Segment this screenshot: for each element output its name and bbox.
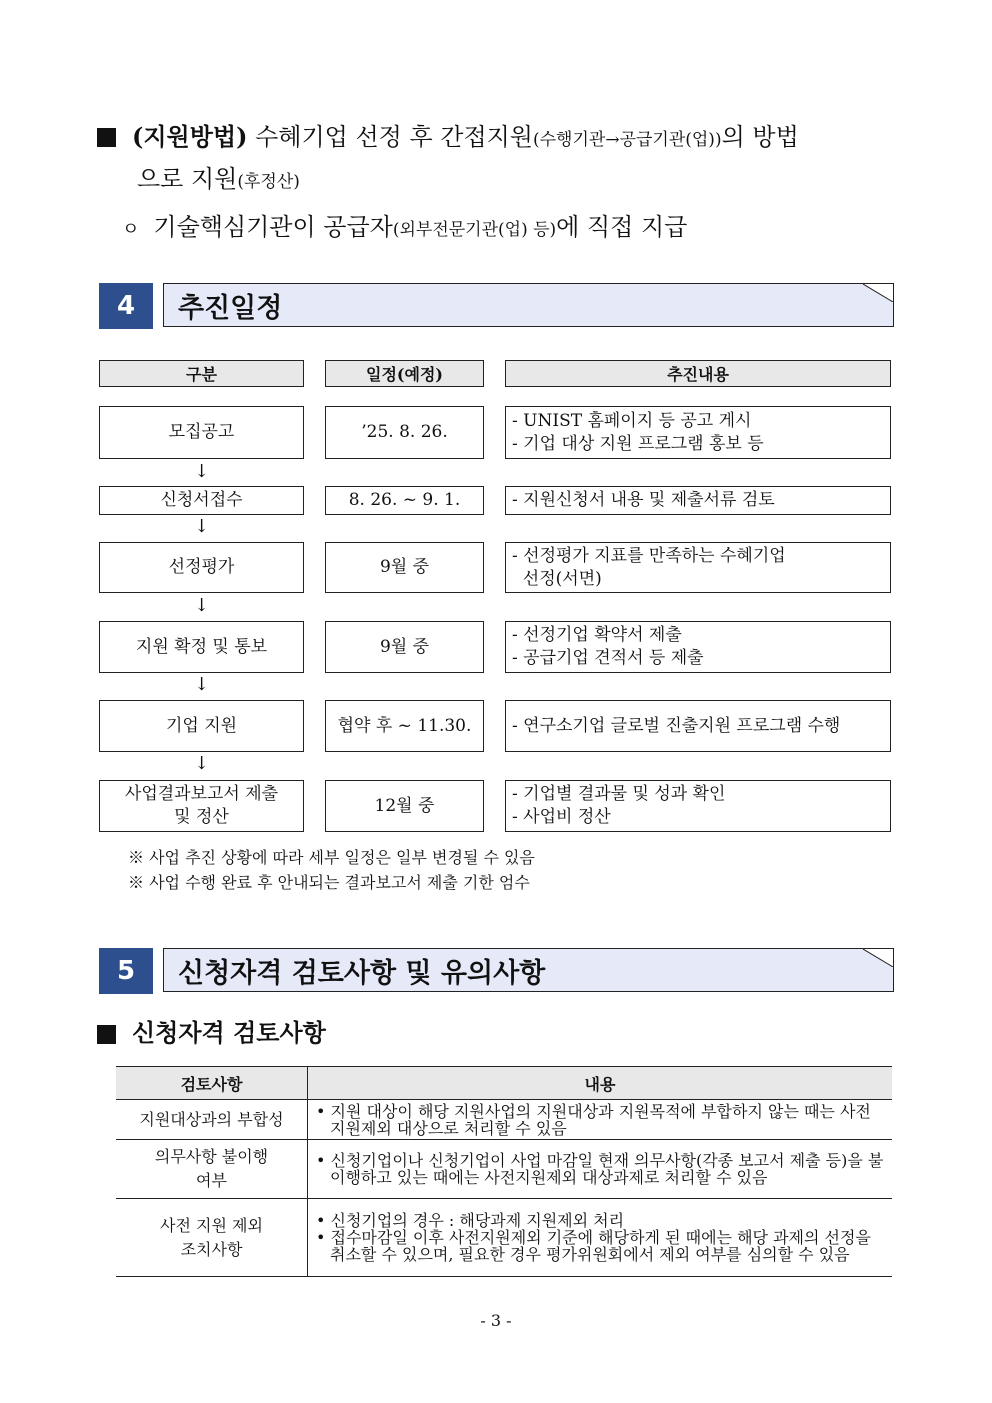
schedule-note: ※ 사업 수행 완료 후 안내되는 결과보고서 제출 기한 엄수 <box>128 873 530 892</box>
down-arrow-icon: ↓ <box>194 753 210 774</box>
schedule-date: 협약 후 ~ 11.30. <box>325 700 484 752</box>
review-content <box>308 1199 893 1277</box>
section-5-title-text: 신청자격 검토사항 및 유의사항 <box>178 957 546 989</box>
schedule-date: 12월 중 <box>325 780 484 832</box>
schedule-content <box>505 486 891 515</box>
schedule-stage: 모집공고 <box>99 406 304 459</box>
schedule-content-line: - UNIST 홈페이지 등 공고 게시 <box>512 410 752 431</box>
table-header-content: 내용 <box>308 1067 893 1100</box>
review-item: 의무사항 불이행 여부 <box>116 1140 308 1199</box>
section-4-title-text: 추진일정 <box>178 292 283 324</box>
down-arrow-icon: ↓ <box>194 461 210 482</box>
method-sub-text-1: 기술핵심기관이 공급자 <box>153 213 393 241</box>
down-arrow-icon: ↓ <box>194 516 210 537</box>
schedule-content-line: - 선정기업 확약서 제출 <box>512 625 682 645</box>
review-content-line: • 지원 대상이 해당 지원사업의 지원대상과 지원목적에 부합하지 않는 때는 사전 지원제외 대상으로 처리할 수 있음 <box>316 1101 871 1138</box>
table-row <box>116 1100 892 1140</box>
review-content <box>308 1140 893 1199</box>
schedule-content <box>505 542 891 593</box>
section-5-number: 5 <box>99 948 153 994</box>
down-arrow-icon: ↓ <box>194 595 210 616</box>
review-content <box>308 1100 893 1140</box>
method-text-1: 수혜기업 선정 후 간접지원 <box>247 123 533 151</box>
method-paren-2: (후정산) <box>237 172 300 192</box>
review-item: 사전 지원 제외 조치사항 <box>116 1199 308 1277</box>
table-row <box>116 1199 892 1277</box>
schedule-header-date: 일정(예정) <box>325 360 484 387</box>
schedule-content-line: 선정(서면) <box>512 568 602 589</box>
method-paragraph <box>132 120 799 157</box>
schedule-content <box>505 780 891 832</box>
review-content-line: • 신청기업이나 신청기업이 사업 마감일 현재 의무사항(각종 보고서 제출 등)을 불이행하고 있는 때에는 사전지원제외 대상과제로 처리할 수 있음 <box>316 1151 884 1187</box>
schedule-stage: 사업결과보고서 제출 및 정산 <box>99 780 304 832</box>
schedule-date: 9월 중 <box>325 621 484 673</box>
section-5-title <box>163 948 894 992</box>
schedule-content-line: - 공급기업 견적서 등 제출 <box>512 648 704 668</box>
method-paren-1: (수행기관→공급기관(업)) <box>533 130 722 150</box>
schedule-date: 8. 26. ~ 9. 1. <box>325 486 484 515</box>
review-content-line: • 신청기업의 경우 : 해당과제 지원제외 처리 <box>316 1211 625 1230</box>
schedule-date: 9월 중 <box>325 542 484 593</box>
method-text-2: 의 방법 <box>721 123 799 151</box>
schedule-content-line: - 연구소기업 글로벌 진출지원 프로그램 수행 <box>512 715 841 736</box>
page-fold-icon <box>863 949 893 967</box>
schedule-note: ※ 사업 추진 상황에 따라 세부 일정은 일부 변경될 수 있음 <box>128 848 535 867</box>
schedule-stage: 기업 지원 <box>99 700 304 752</box>
schedule-header-content: 추진내용 <box>505 360 891 387</box>
method-label: (지원방법) <box>132 122 248 151</box>
square-bullet-icon <box>97 1025 116 1044</box>
method-sub-paren: (외부전문기관(업) 등) <box>392 220 557 240</box>
table-header-row <box>116 1067 892 1100</box>
schedule-content <box>505 406 891 459</box>
review-item: 지원대상과의 부합성 <box>116 1100 308 1140</box>
schedule-header-stage: 구분 <box>99 360 304 387</box>
schedule-stage: 지원 확정 및 통보 <box>99 621 304 673</box>
square-bullet-icon <box>97 128 116 147</box>
eligibility-review-table <box>116 1066 892 1277</box>
schedule-content <box>505 621 891 673</box>
table-header-item: 검토사항 <box>116 1067 308 1100</box>
schedule-content-line: - 기업별 결과물 및 성과 확인 <box>512 784 726 804</box>
circle-bullet-icon: ㅇ <box>122 219 140 240</box>
method-line-2: 으로 지원 <box>137 165 238 193</box>
schedule-content <box>505 700 891 752</box>
section-4-title <box>163 283 894 327</box>
section-4-number: 4 <box>99 283 153 329</box>
down-arrow-icon: ↓ <box>194 674 210 695</box>
page-fold-icon <box>863 284 893 302</box>
method-paragraph-line2 <box>137 162 300 199</box>
method-sub-bullet <box>122 210 687 247</box>
schedule-stage: 선정평가 <box>99 542 304 593</box>
schedule-content-line: - 지원신청서 내용 및 제출서류 검토 <box>512 490 775 510</box>
table-row <box>116 1140 892 1199</box>
schedule-content-line: - 사업비 정산 <box>512 807 611 827</box>
schedule-content-line: - 기업 대상 지원 프로그램 홍보 등 <box>512 433 764 454</box>
review-content-line: • 접수마감일 이후 사전지원제외 기준에 해당하게 된 때에는 해당 과제의 선정을 취소할 수 있으며, 필요한 경우 평가위원회에서 제외 여부를 심의할 수 있음 <box>316 1228 871 1264</box>
section-5-subheading: 신청자격 검토사항 <box>132 1018 326 1047</box>
schedule-content-line: - 선정평가 지표를 만족하는 수혜기업 <box>512 545 786 566</box>
schedule-date: ’25. 8. 26. <box>325 406 484 459</box>
method-sub-text-2: 에 직접 지급 <box>556 213 688 241</box>
page-number: - 3 - <box>480 1311 512 1330</box>
schedule-stage: 신청서접수 <box>99 486 304 515</box>
